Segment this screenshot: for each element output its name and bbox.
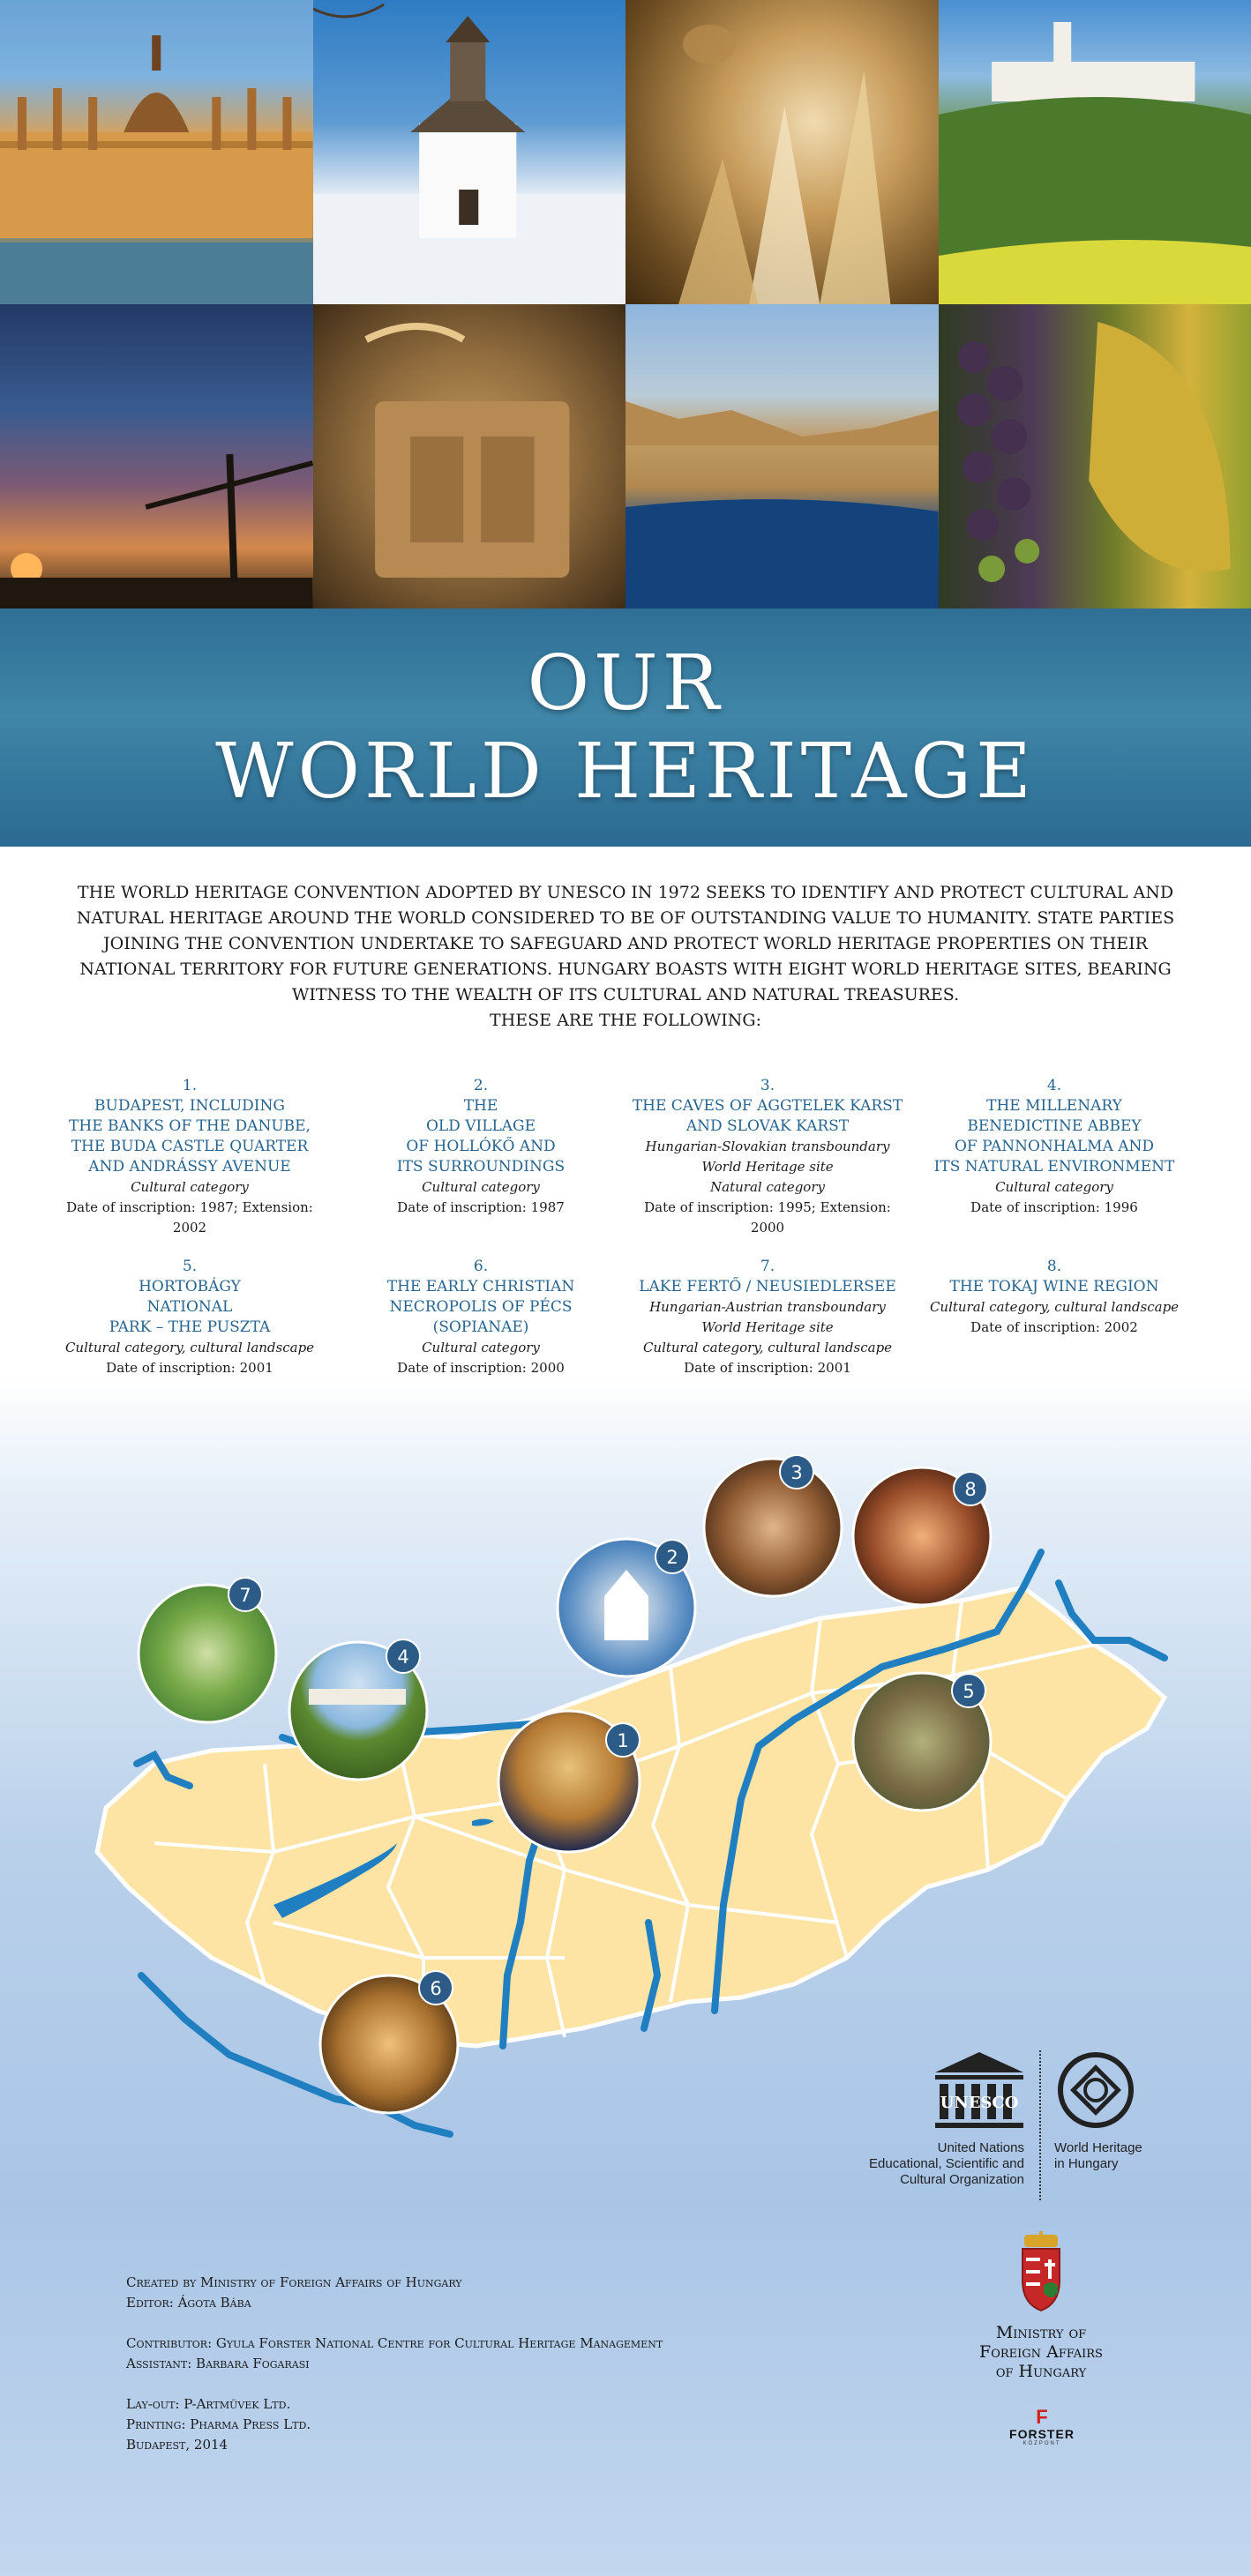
ministry-name: Ministry of Foreign Affairs of Hungary: [979, 2323, 1103, 2381]
marker-label: 3: [790, 1462, 803, 1483]
intro-paragraph: [62, 880, 1189, 1034]
site-number: 5.: [182, 1258, 198, 1275]
title-band: [0, 609, 1251, 847]
site-date: Date of inscription: 2000: [397, 1360, 565, 1376]
marker-label: 7: [239, 1585, 251, 1606]
site-item: [53, 1257, 326, 1378]
forster-mark-icon: F: [1036, 2406, 1048, 2428]
site-item: [344, 1076, 618, 1218]
site-date: Date of inscription: 1987; Extension: 2002: [66, 1199, 313, 1236]
photo-grid: [0, 0, 1251, 609]
parliament-photo: [0, 0, 313, 304]
site-number: 4.: [1046, 1077, 1062, 1094]
unesco-block: [860, 2050, 1142, 2200]
site-name: THE EARLY CHRISTIAN NECROPOLIS OF PÉCS (SOPIANAE): [386, 1278, 575, 1336]
site-category: Natural category: [710, 1179, 825, 1195]
site-date: Date of inscription: 1987: [397, 1199, 565, 1215]
site-category: Cultural category: [131, 1179, 249, 1195]
site-category: Cultural category, cultural landscape: [929, 1299, 1180, 1315]
tokaj-grapes-photo: [939, 304, 1251, 609]
credits-created: Created by Ministry of Foreign Affairs of Hungary: [126, 2274, 462, 2290]
marker-label: 4: [397, 1646, 409, 1668]
forster-subtitle: KÖZPONT: [1023, 2441, 1061, 2446]
site-category: Cultural category: [422, 1179, 540, 1195]
site-item: [918, 1076, 1191, 1218]
site-name: THE MILLENARY BENEDICTINE ABBEY OF PANNONHALMA AND ITS NATURAL ENVIRONMENT: [933, 1097, 1175, 1176]
site-number: 1.: [182, 1077, 198, 1094]
site-category: Cultural category, cultural landscape: [642, 1340, 893, 1355]
credits-contributor: Contributor: Gyula Forster National Centre for Cultural Heritage Management: [126, 2335, 663, 2351]
hungarian-coat-of-arms-icon: [1017, 2231, 1065, 2312]
site-date: Date of inscription: 1995; Extension: 2000: [644, 1199, 891, 1236]
cave-crystal-photo: [626, 0, 939, 304]
unesco-logo-text: UNESCO: [940, 2094, 1019, 2112]
site-date: Date of inscription: 2002: [970, 1319, 1138, 1335]
site-number: 3.: [760, 1077, 775, 1094]
map-marker: [704, 1455, 842, 1596]
credits-group: [126, 2394, 832, 2455]
marker-label: 8: [964, 1479, 977, 1500]
world-heritage-caption: World Heritage in Hungary: [1054, 2140, 1142, 2171]
credits: [126, 2273, 832, 2475]
site-name: LAKE FERTŐ / NEUSIEDLERSEE: [639, 1278, 896, 1295]
marker-label: 6: [430, 1978, 442, 1999]
map-marker: [558, 1539, 695, 1676]
unesco-caption: United Nations Educational, Scientific and Cultural Organization: [869, 2140, 1024, 2187]
map-marker: [853, 1673, 991, 1811]
credits-editor: Editor: Ágota Bába: [126, 2295, 251, 2311]
divider: [1039, 2050, 1041, 2200]
pecs-necropolis-photo: [313, 304, 626, 609]
intro-text: THE WORLD HERITAGE CONVENTION ADOPTED BY UNESCO IN 1972 SEEKS TO IDENTIFY AND PROTECT CULTURAL AND NATURAL HERITAGE AROUND THE WORLD CONSIDERED TO BE OF OUTSTANDING VALUE TO HUMANITY. STATE PARTIES JOINING THE CONVENTION UNDERTAKE TO SAFEGUARD AND PROTECT WORLD HERITAGE PROPERTIES ON THEIR NATIONAL TERRITORY FOR FUTURE GENERATIONS. HUNGARY BOASTS WITH EIGHT WORLD HERITAGE SITES, BEARING WITNESS TO THE WEALTH OF ITS CULTURAL AND NATURAL TREASURES.: [76, 883, 1175, 1004]
marker-label: 1: [617, 1730, 629, 1751]
world-heritage-emblem-icon: [1056, 2050, 1135, 2130]
site-name: THE TOKAJ WINE REGION: [949, 1278, 1159, 1295]
marker-label: 5: [963, 1681, 975, 1702]
credits-layout: Lay-out: P-Artmüvek Ltd.: [126, 2396, 291, 2412]
site-name: THE OLD VILLAGE OF HOLLÓKŐ AND ITS SURROUNDINGS: [396, 1097, 566, 1176]
site-category: Cultural category, cultural landscape: [64, 1340, 315, 1355]
lake-ferto-reeds-photo: [626, 304, 939, 609]
site-name: HORTOBÁGY NATIONAL PARK – THE PUSZTA: [109, 1278, 271, 1336]
ministry-block: [953, 2231, 1129, 2381]
site-date: Date of inscription: 1996: [970, 1199, 1138, 1215]
site-date: Date of inscription: 2001: [684, 1360, 851, 1376]
map-marker: [289, 1639, 427, 1780]
site-number: 8.: [1046, 1258, 1062, 1275]
site-number: 2.: [473, 1077, 489, 1094]
puszta-sunset-photo: [0, 304, 313, 609]
site-name: THE CAVES OF AGGTELEK KARST AND SLOVAK KARST: [632, 1097, 903, 1135]
site-note: Hungarian-Austrian transboundary World Heritage site: [649, 1299, 886, 1335]
credits-group: [126, 2333, 832, 2374]
intro-closing: THESE ARE THE FOLLOWING:: [490, 1011, 761, 1030]
page-title-line2: WORLD HERITAGE: [215, 728, 1036, 816]
site-item: [344, 1257, 618, 1378]
site-category: Cultural category: [422, 1340, 540, 1355]
page-title-line1: OUR: [527, 639, 724, 728]
map-marker: [498, 1711, 640, 1852]
site-name: BUDAPEST, INCLUDING THE BANKS OF THE DANUBE, THE BUDA CASTLE QUARTER AND ANDRÁSSY AVENUE: [69, 1097, 311, 1176]
site-category: Cultural category: [995, 1179, 1113, 1195]
unesco-logo-icon: [931, 2050, 1028, 2130]
credits-assistant: Assistant: Barbara Fogarasi: [126, 2356, 310, 2371]
holloko-church-photo: [313, 0, 626, 304]
marker-label: 2: [666, 1547, 678, 1568]
pannonhalma-abbey-photo: [939, 0, 1251, 304]
credits-group: [126, 2273, 832, 2313]
site-number: 7.: [760, 1258, 775, 1275]
site-date: Date of inscription: 2001: [106, 1360, 273, 1376]
site-item: [631, 1076, 904, 1238]
site-item: [918, 1257, 1191, 1338]
site-item: [53, 1076, 326, 1238]
credits-printing: Printing: Pharma Press Ltd.: [126, 2416, 311, 2432]
site-number: 6.: [473, 1258, 489, 1275]
map-marker: [853, 1467, 991, 1605]
forster-name: FORSTER: [1009, 2427, 1075, 2441]
site-note: Hungarian-Slovakian transboundary World Heritage site: [645, 1139, 890, 1175]
site-item: [631, 1257, 904, 1378]
forster-logo: [1000, 2408, 1084, 2446]
credits-place: Budapest, 2014: [126, 2437, 228, 2453]
map-marker: [139, 1578, 276, 1722]
